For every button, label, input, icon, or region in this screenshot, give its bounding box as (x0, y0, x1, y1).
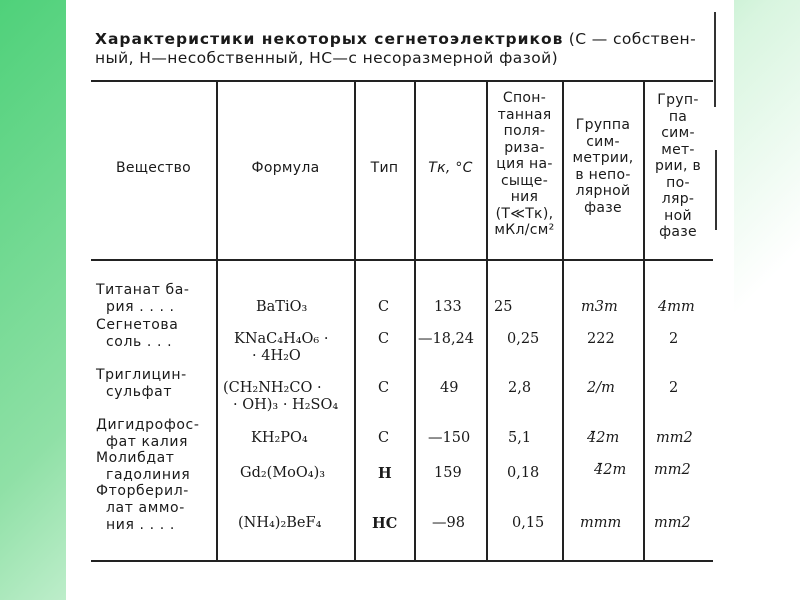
row2-type: С (378, 331, 390, 347)
header-line: фазе (584, 199, 622, 216)
header-line: танная (497, 106, 552, 123)
document-page (66, 0, 734, 600)
col-divider (414, 81, 416, 561)
row2-tc: —18,24 (418, 331, 475, 347)
row3-polar: 2 (669, 380, 679, 396)
page-edge-mark (714, 12, 716, 107)
header-line: в непо- (575, 166, 631, 183)
substance-line: фат калия (106, 434, 189, 450)
substance-line: Титанат ба- (96, 282, 190, 298)
header-line: фазе (659, 224, 697, 240)
header-line: па (668, 108, 688, 125)
row5-ps: 0,18 (507, 465, 540, 481)
col-divider (216, 81, 218, 561)
row1-ps: 25 (494, 299, 513, 315)
row2-polar: 2 (669, 331, 679, 347)
row6-substance (96, 483, 189, 534)
substance-line: Триглицин- (96, 367, 187, 383)
row2-nonpolar: 222 (587, 331, 615, 347)
header-line: сыще- (500, 172, 549, 189)
row1-nonpolar: m3m (581, 299, 618, 315)
row3-substance (96, 367, 187, 401)
header-line: мет- (661, 141, 695, 158)
row4-polar: mm2 (656, 430, 693, 446)
substance-line: лат аммо- (106, 500, 185, 516)
header-line: Груп- (657, 92, 699, 108)
page-edge-mark (715, 150, 717, 230)
row6-polar: mm2 (654, 515, 691, 531)
substance-line: сульфат (106, 384, 173, 400)
header-tc: Tк, °С (428, 160, 473, 176)
substance-line: Молибдат (96, 450, 175, 466)
table-scan (66, 0, 734, 600)
row3-ps: 2,8 (508, 380, 532, 396)
title-line2: ный, Н—несобственный, НС—с несоразмерной фазой) (95, 49, 559, 67)
header-line: сим- (586, 133, 620, 150)
row2-substance (96, 317, 178, 351)
header-line: ния (510, 189, 539, 205)
header-line: Группа (575, 117, 631, 133)
row5-nonpolar: 4̄2m (594, 462, 627, 478)
substance-line: гадолиния (106, 467, 191, 483)
row6-type: НС (372, 515, 398, 532)
row5-tc: 159 (434, 465, 462, 481)
header-line: по- (666, 174, 690, 191)
header-line: ной (664, 207, 692, 224)
substance-line: рия . . . . (106, 299, 175, 315)
row4-type: С (378, 430, 390, 446)
row4-formula: KH₂PO₄ (251, 430, 308, 446)
header-line: мКл/см² (494, 222, 555, 238)
row3-nonpolar: 2/m (587, 380, 615, 396)
row6-formula: (NH₄)₂BeF₄ (238, 515, 322, 531)
row4-ps: 5,1 (508, 430, 532, 446)
row3-tc: 49 (440, 380, 459, 396)
substance-line: ния . . . . (106, 517, 175, 533)
formula-line: · OH)₃ · H₂SO₄ (233, 397, 339, 413)
substance-line: Фторберил- (96, 483, 189, 499)
header-line: Спон- (502, 90, 547, 106)
header-type: Тип (370, 160, 399, 176)
row6-nonpolar: mmm (580, 515, 622, 531)
header-line: сим- (661, 125, 695, 141)
header-polarization (487, 90, 562, 239)
formula-line: · 4H₂O (252, 348, 301, 364)
row5-type: Н (378, 465, 392, 482)
row1-type: С (378, 299, 390, 315)
formula-line: KNaC₄H₄O₆ · (234, 331, 329, 347)
header-formula: Формула (251, 160, 320, 176)
title-main: Характеристики некоторых сегнетоэлектриков (95, 30, 564, 48)
header-line: ция на- (496, 156, 553, 172)
row1-substance (96, 282, 190, 316)
header-line: метрии, (572, 150, 634, 166)
header-line: рии, в (654, 158, 702, 174)
header-line: риза- (504, 139, 545, 156)
row4-substance (96, 417, 200, 451)
row3-formula (223, 380, 338, 414)
row1-tc: 133 (434, 299, 462, 315)
row6-ps: 0,15 (512, 515, 545, 531)
row1-polar: 4mm (658, 299, 695, 315)
header-line: ляр- (661, 191, 695, 207)
table-bottom-rule (91, 560, 713, 562)
header-nonpolar-group (563, 117, 643, 216)
row1-formula: BaTiO₃ (256, 299, 308, 315)
row5-formula: Gd₂(MoO₄)₃ (240, 465, 326, 481)
header-top-rule (91, 80, 713, 82)
formula-line: (CH₂NH₂CO · (223, 380, 322, 396)
row2-ps: 0,25 (507, 331, 540, 347)
col-divider (354, 81, 356, 561)
substance-line: соль . . . (106, 334, 173, 350)
title-rest: (С — собствен- (563, 30, 697, 48)
header-line: лярной (575, 183, 631, 199)
substance-line: Дигидрофос- (96, 417, 200, 433)
header-bottom-rule (91, 259, 713, 261)
row5-substance (96, 450, 190, 484)
row6-tc: —98 (432, 515, 465, 531)
header-polar-group (644, 92, 712, 241)
row3-type: С (378, 380, 390, 396)
row5-polar: mm2 (654, 462, 691, 478)
table-title (95, 30, 705, 68)
row2-formula (234, 331, 328, 365)
header-substance: Вещество (115, 160, 192, 176)
row4-nonpolar: 4̄2m (587, 430, 620, 446)
row4-tc: —150 (428, 430, 471, 446)
substance-line: Сегнетова (96, 317, 179, 333)
header-line: поля- (503, 123, 546, 139)
header-line: (T≪Tк), (495, 205, 554, 222)
